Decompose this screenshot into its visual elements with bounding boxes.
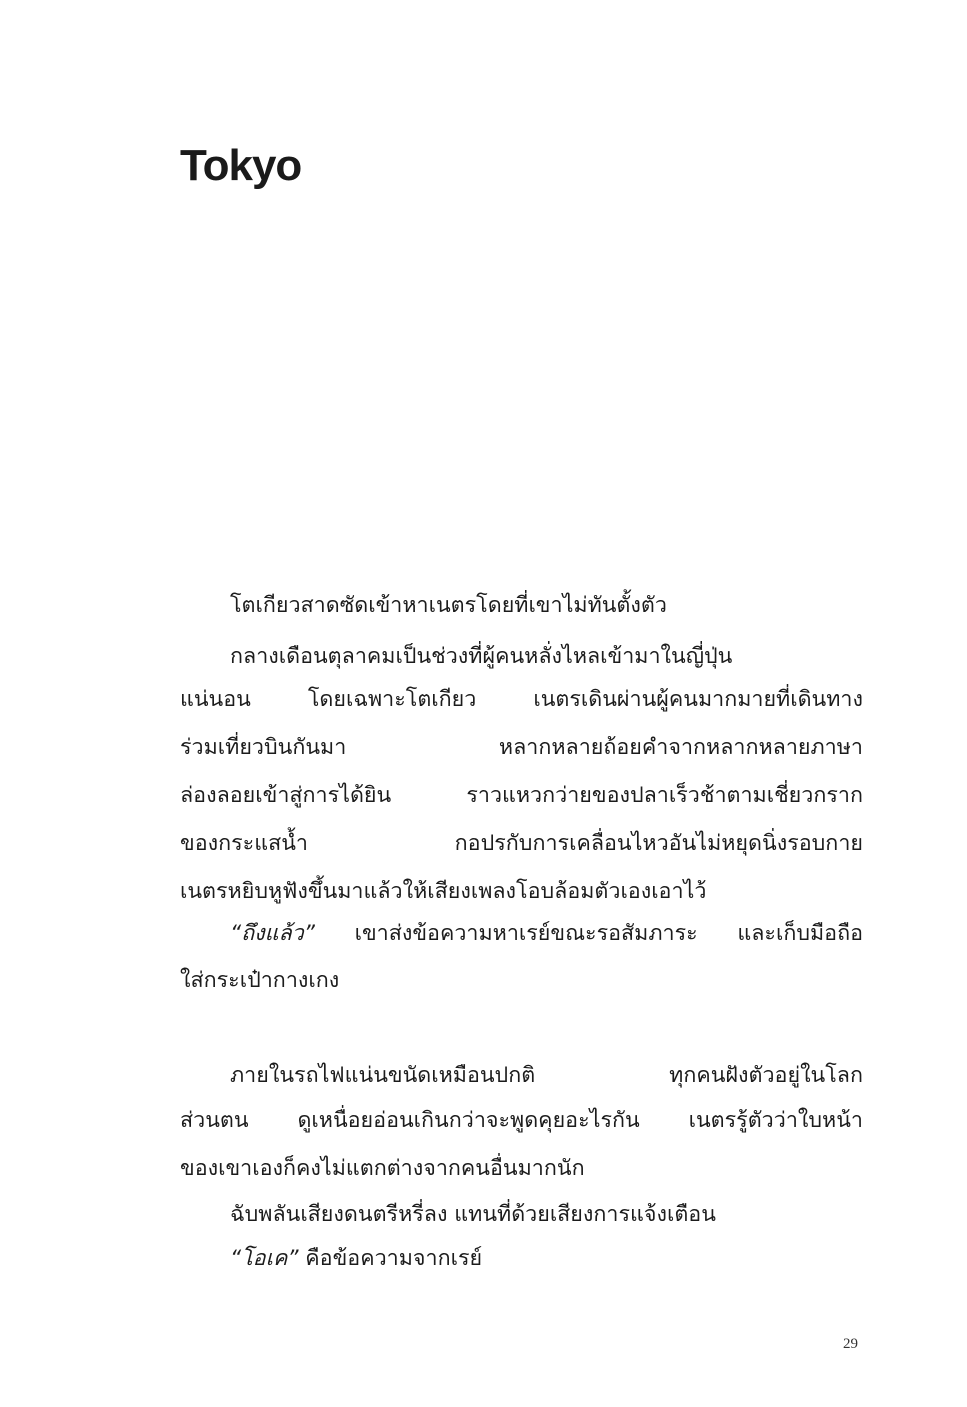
chapter-title: Tokyo (180, 141, 302, 190)
quoted-message: “ถึงแล้ว” (230, 921, 315, 946)
body-line-11: ส่วนตน ดูเหนื่อยอ่อนเกินกว่าจะพูดคุยอะไรกัน เนตรรู้ตัวว่าใบหน้า (180, 1108, 863, 1133)
body-line-3: แน่นอน โดยเฉพาะโตเกียว เนตรเดินผ่านผู้คนมากมายที่เดินทาง (180, 687, 863, 712)
page-number: 29 (843, 1336, 858, 1352)
body-line-2: กลางเดือนตุลาคมเป็นช่วงที่ผู้คนหลั่งไหลเข้ามาในญี่ปุ่น (230, 644, 733, 669)
body-line-10: ภายในรถไฟแน่นขนัดเหมือนปกติ ทุกคนฝังตัวอยู่ในโลก (230, 1063, 863, 1088)
body-line-9: ใส่กระเป๋ากางเกง (180, 968, 340, 993)
body-line-8 (230, 910, 863, 958)
body-line-7: เนตรหยิบหูฟังขึ้นมาแล้วให้เสียงเพลงโอบล้อมตัวเองเอาไว้ (180, 879, 707, 904)
body-line-13: ฉับพลันเสียงดนตรีหรี่ลง แทนที่ด้วยเสียงการแจ้งเตือน (230, 1202, 716, 1227)
body-line-14 (230, 1235, 482, 1283)
body-line-1: โตเกียวสาดซัดเข้าหาเนตรโดยที่เขาไม่ทันตั้งตัว (230, 593, 667, 618)
body-line-14-text: คือข้อความจากเรย์ (298, 1246, 483, 1271)
body-line-4: ร่วมเที่ยวบินกันมา หลากหลายถ้อยคำจากหลากหลายภาษา (180, 735, 863, 760)
body-line-5: ล่องลอยเข้าสู่การได้ยิน ราวแหวกว่ายของปลาเร็วช้าตามเชี่ยวกราก (180, 783, 863, 808)
body-line-8-text: เขาส่งข้อความหาเรย์ขณะรอสัมภาระ และเก็บมือถือ (314, 921, 863, 946)
quoted-reply: “โอเค” (230, 1246, 299, 1271)
body-line-12: ของเขาเองก็คงไม่แตกต่างจากคนอื่นมากนัก (180, 1156, 585, 1181)
body-line-6: ของกระแสน้ำ กอปรกับการเคลื่อนไหวอันไม่หยุดนิ่งรอบกาย (180, 831, 863, 856)
